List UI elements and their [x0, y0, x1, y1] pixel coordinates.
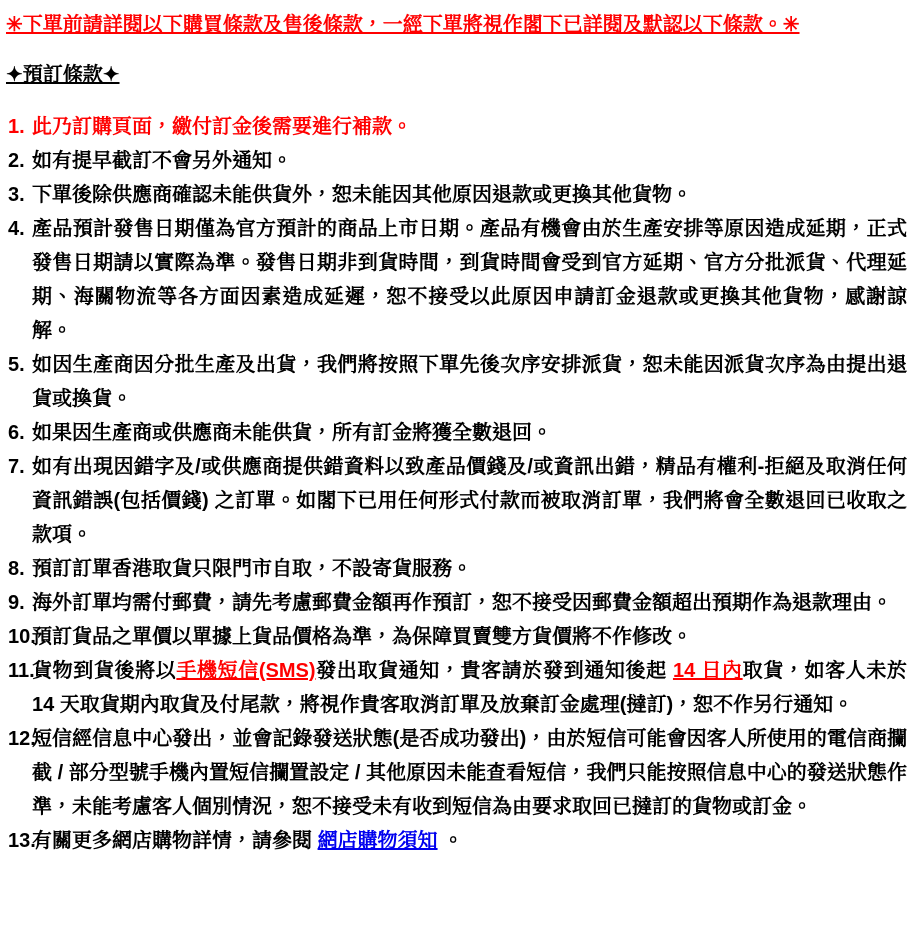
term-text: 下單後除供應商確認未能供貨外，恕未能因其他原因退款或更換其他貨物。 [32, 184, 692, 206]
preorder-terms-heading: ✦預訂條款✦ [6, 64, 120, 86]
term-text: 如有提早截訂不會另外通知。 [32, 150, 292, 172]
term-text: 如果因生產商或供應商未能供貨，所有訂金將獲全數退回。 [32, 422, 552, 444]
term-number: 5. [8, 354, 25, 376]
term-number: 13. [8, 830, 36, 852]
term-number: 10. [8, 626, 36, 648]
term-text: 短信經信息中心發出，並會記錄發送狀態(是否成功發出)，由於短信可能會因客人所使用的電信商攔截 / 部分型號手機內置短信攔置設定 / 其他原因未能查看短信，我們只能按照信息中心的發送狀態作準，未能考慮客人個別情況，恕不接受未有收到短信為由要求取回已撻訂的貨物或訂金。 [32, 728, 907, 818]
term-item [6, 144, 907, 178]
term-text: 海外訂單均需付郵費，請先考慮郵費金額再作預訂，恕不接受因郵費金額超出預期作為退款理由。 [32, 592, 892, 614]
term-text: 如有出現因錯字及/或供應商提供錯資料以致產品價錢及/或資訊出錯，精品有權利-拒絕及取消任何資訊錯誤(包括價錢) 之訂單。如閣下已用任何形式付款而被取消訂單，我們將會全數退回已收取之款項。 [32, 456, 907, 546]
term-text: 此乃訂購頁面，繳付訂金後需要進行補款。 [32, 116, 412, 138]
term-item [6, 450, 907, 552]
term-item [6, 110, 907, 144]
emphasis-text: 14 日內 [672, 660, 743, 682]
term-number: 11. [8, 660, 35, 682]
term-number: 8. [8, 558, 25, 580]
term-number: 3. [8, 184, 25, 206]
term-item [6, 722, 907, 824]
term-item [6, 416, 907, 450]
emphasis-text: 手機短信(SMS) [176, 660, 316, 682]
term-text: 預訂訂單香港取貨只限門市自取，不設寄貨服務。 [32, 558, 472, 580]
terms-list [6, 110, 907, 858]
term-number: 7. [8, 456, 25, 478]
term-text: 貨物到貨後將以手機短信(SMS)發出取貨通知，貴客請於發到通知後起 14 日內取貨，如客人未於 14 天取貨期內取貨及付尾款，將視作貴客取消訂單及放棄訂金處理(撻訂)，恕不作另行通知。 [32, 660, 908, 716]
term-number: 1. [8, 116, 25, 138]
term-number: 9. [8, 592, 25, 614]
term-number: 4. [8, 218, 25, 240]
term-text: 如因生產商因分批生產及出貨，我們將按照下單先後次序安排派貨，恕未能因派貨次序為由提出退貨或換貨。 [32, 354, 907, 410]
term-text: 預訂貨品之單價以單據上貨品價格為準，為保障買賣雙方貨價將不作修改。 [32, 626, 692, 648]
term-number: 12. [8, 728, 36, 750]
term-number: 6. [8, 422, 25, 444]
term-item [6, 348, 907, 416]
term-item [6, 824, 907, 858]
term-item [6, 620, 907, 654]
term-item [6, 654, 907, 722]
term-text: 產品預計發售日期僅為官方預計的商品上市日期。產品有機會由於生產安排等原因造成延期，正式發售日期請以實際為準。發售日期非到貨時間，到貨時間會受到官方延期、官方分批派貨、代理延期、海關物流等各方面因素造成延遲，恕不接受以此原因申請訂金退款或更換其他貨物，感謝諒解。 [32, 218, 907, 342]
shop-guide-link[interactable]: 網店購物須知 [317, 830, 438, 852]
term-text: 有關更多網店購物詳情，請參閱 網店購物須知 。 [32, 830, 464, 852]
term-item [6, 212, 907, 348]
term-item [6, 178, 907, 212]
purchase-terms-notice: ✳下單前請詳閱以下購買條款及售後條款，一經下單將視作閣下已詳閱及默認以下條款。✳ [6, 14, 800, 36]
term-item [6, 552, 907, 586]
term-item [6, 586, 907, 620]
term-number: 2. [8, 150, 25, 172]
